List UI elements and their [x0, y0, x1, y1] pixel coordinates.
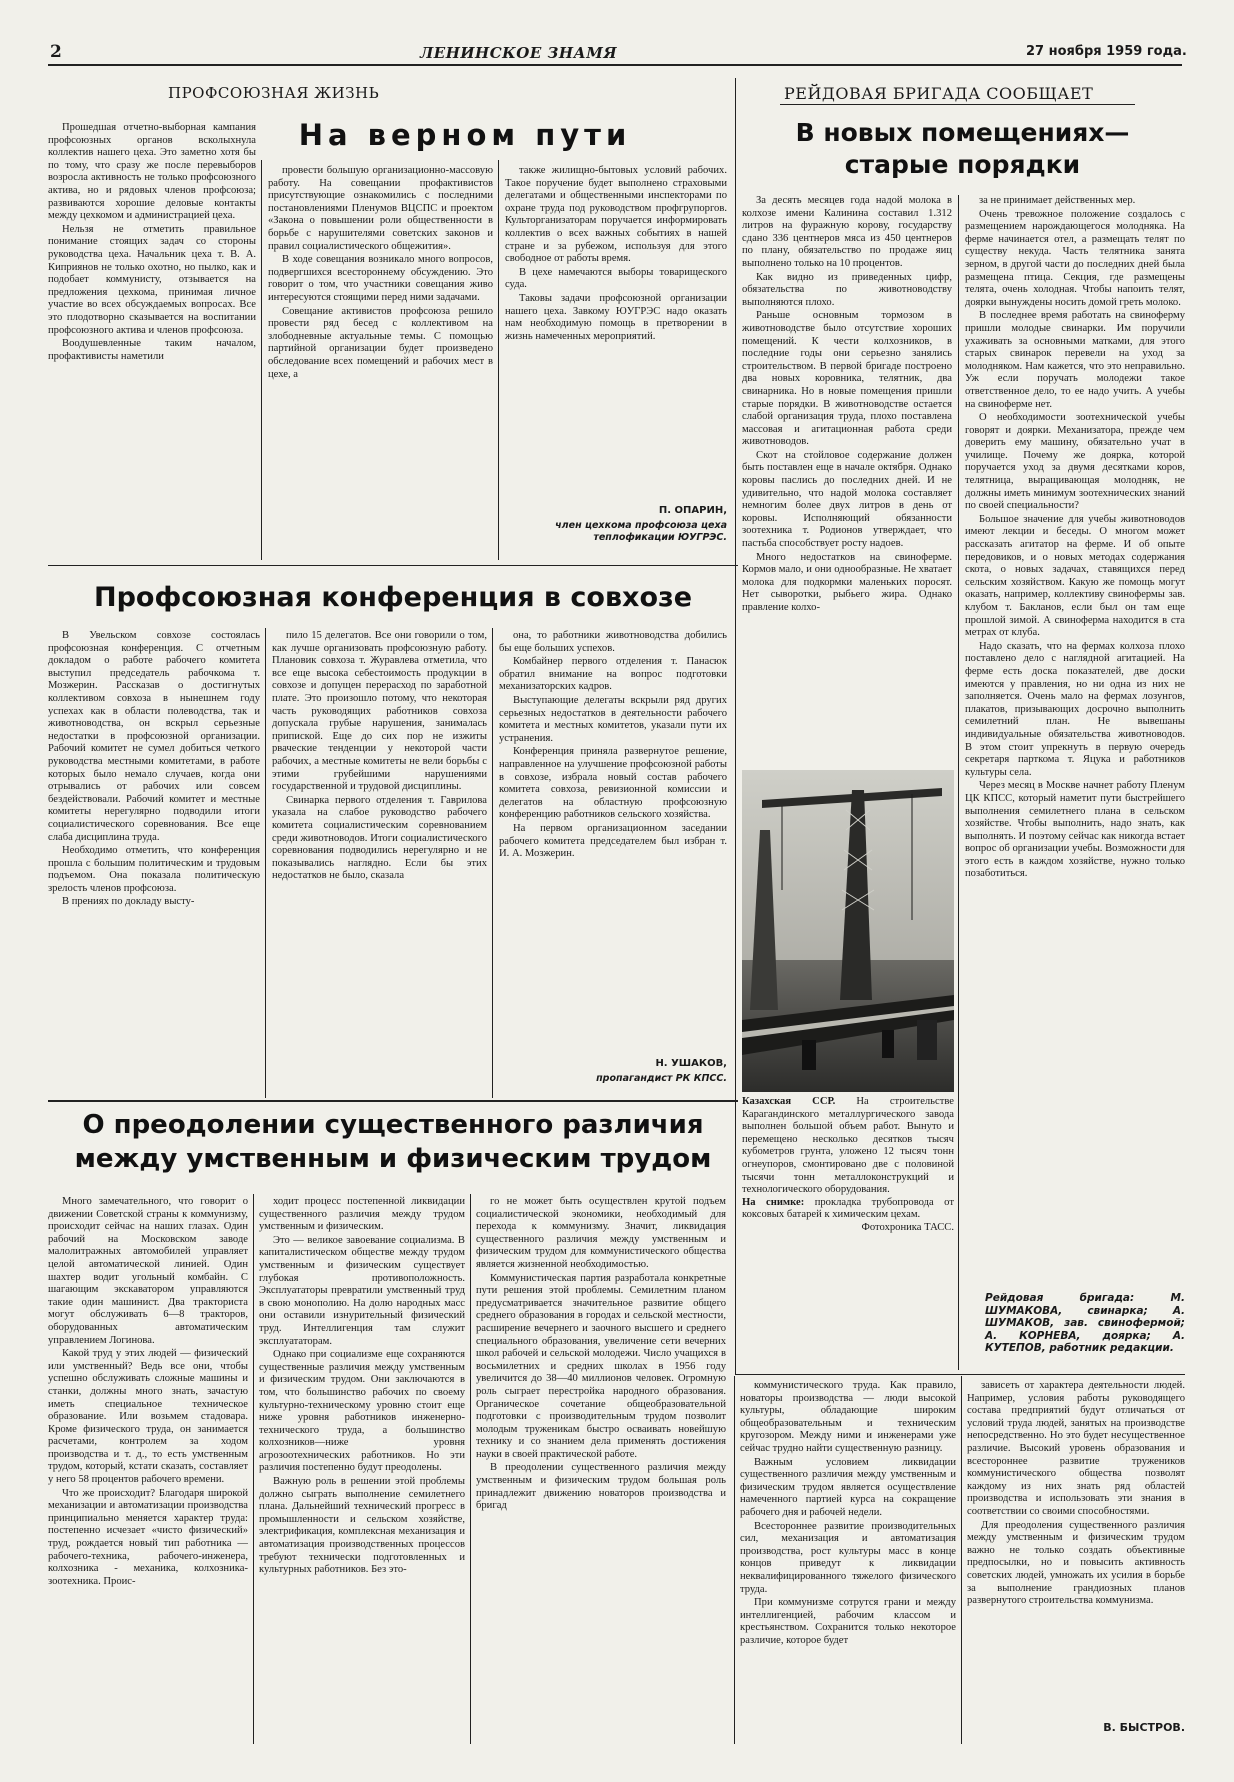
article4-title-line2: старые порядки: [844, 150, 1081, 179]
article2-signature: Н. УШАКОВ,: [655, 1058, 727, 1069]
paragraph: Скот на стойловое содержание должен быть поставлен еще в начале октября. Однако коровы паслись до последних дней. И не удивительно, что надой молока составляет немногим более двух литров в день от коровы. Исполняющий обязанности зоотехника т. Родионов утверждает, что пастьба способствует росту надоев.: [742, 449, 952, 550]
section-header-left: ПРОФСОЮЗНАЯ ЖИЗНЬ: [168, 84, 380, 102]
paragraph: Важную роль в решении этой проблемы должно сыграть выполнение семилетнего плана. Дальнейший технический прогресс в промышленности и сельском хозяйстве, электрификация, комплексная механизация и автоматизация производственных процессов требуют технически подготовленных и культурных работников. Без это-: [259, 1476, 465, 1576]
paragraph: Раньше основным тормозом в животноводстве было отсутствие хороших помещений. К чести колхозников, в последние годы они серьезно занялись строительством. В первой бригаде построено два новых коровника, телятник, два свинарника. Но в новые помещения пришли старые порядки. В животноводстве остается слабой организация труда, плохо поставлена массовая и агитационная работа среди животноводов.: [742, 310, 952, 448]
article4-col1: [742, 195, 952, 765]
paragraph: В ходе совещания возникало много вопросов, подвергшихся всестороннему обсуждению. Это говорит о том, что участники совещания живо интересуются стоящими перед ними задачами.: [268, 254, 493, 303]
paragraph: также жилищно-бытовых условий рабочих. Такое поручение будет выполнено страховыми делегатами и общественными инспекторами по охране труда под руководством профгрупоргов. Культорганизаторам поручается информировать коллектив о всех важных событиях в нашей стране и за рубежом, используя для этого свободное от работы время.: [505, 165, 727, 265]
paragraph: В прениях по докладу высту-: [62, 896, 195, 908]
masthead-rule: [48, 64, 1182, 66]
block-rule: [735, 78, 736, 1374]
paragraph: Что же происходит? Благодаря широкой механизации и автоматизации производства принципиально меняется характер труда: постепенно исчезает «чисто физический» труд, рождается новый тип работника — рабочего-техника, рабочего-инженера, колхозника - механика, колхозника-зоотехника. Проис-: [48, 1487, 248, 1587]
article1-title: На верном пути: [298, 118, 632, 152]
photo-caption-text: На строительстве Карагандинского металлургического завода выполнен большой объем работ. Вынуто и перемещено несколько десятков тысяч кубометров грунта, уложено 12 тысяч тонн огнеупоров, смонтировано две с половиной тысячи тонн металлоконструкций и технологического оборудования.: [742, 1096, 954, 1196]
column-rule: [492, 628, 493, 1098]
paragraph: Коммунистическая партия разработала конкретные пути решения этой проблемы. Семилетним планом предусматривается значительное развитие общего среднего образования в городах и сельской местности, расширение вечернего и заочного высшего и среднего специального образования, увеличение сети вечерних школ рабочей и сельской молодежи. Число учащихся в восьмилетних и средних школах в 1956 году увеличится до 38—40 миллионов человек. Огромную роль сыграет перестройка народного образования. Органическое сочетание общеобразовательной подготовки с производительным трудом позволит молодым труженикам быстро осваивать новейшую технику и со знанием дела применять достижения науки в своей практической работе.: [476, 1272, 726, 1460]
paper-name: ЛЕНИНСКОЕ ЗНАМЯ: [420, 44, 618, 62]
article3-col5: [967, 1380, 1185, 1715]
paragraph: за не принимает действенных мер.: [979, 195, 1136, 206]
article4-col2: [965, 195, 1185, 1290]
section-rule-right: [780, 104, 1135, 105]
column-rule: [253, 1194, 254, 1744]
photo-caption-lead: Казахская ССР.: [742, 1096, 836, 1107]
paragraph: При коммунизме сотрутся грани и между интеллигенцией, рабочим классом и крестьянством. Сохранится только некоторое различие, которое будет: [740, 1597, 956, 1646]
paragraph: В цехе намечаются выборы товарищеского суда.: [505, 266, 727, 291]
paragraph: Совещание активистов профсоюза решило провести ряд бесед с коллективом на злободневные актуальные темы. С помощью партийной организации будет произведено обследование всех помещений и рабочих мест в цехе, а: [268, 305, 493, 380]
paragraph: Очень тревожное положение создалось с размещением нарождающегося молодняка. На ферме начинается отел, а размещать телят по существу некуда. Часть телятника занята зерном, в другой части до последних дней была размещена птица. Секция, где размещены телята, очень холодная. Чтобы напоить телят, доярки вынуждены носить домой греть молоко.: [965, 208, 1185, 308]
page-number: 2: [50, 42, 62, 62]
paragraph: Много замечательного, что говорит о движении Советской страны к коммунизму, происходит сейчас на наших глазах. Один рабочий на Московском заводе малолитражных автомобилей управляет целой автоматической линией. Один шахтер водит угольный комбайн. С шагающим экскаватором управляются такие один машинист. Два тракториста могут обслуживать 6—8 тракторов, оборудованных автоматическим управлением Логинова.: [48, 1196, 248, 1346]
paragraph: Комбайнер первого отделения т. Панасюк обратил внимание на вопрос подготовки механизаторских кадров.: [499, 656, 727, 693]
paragraph: За десять месяцев года надой молока в колхозе имени Калинина составил 1.312 литров на фуражную корову, государству сдано 336 центнеров мяса из 450 центнеров по плану, обязательство по продаже яиц выполнено только на 10 процентов.: [742, 195, 952, 269]
column-rule: [734, 1376, 735, 1744]
paragraph: На первом организационном заседании рабочего комитета председателем был избран т. И. А. Мозжерин.: [499, 822, 727, 860]
paragraph: Нельзя не отметить правильное понимание стоящих задач со стороны руководства цеха. Начальник цеха т. В. А. Киприянов не только охотно, но пылко, как и подобает коммунисту, отзывается на предложения цехкома, принимая личное участие во всех обсуждаемых вопросах. Все это плодотворно сказывается на воспитании профсоюзного актива и членов профсоюза.: [48, 223, 256, 336]
article3-col4: [740, 1380, 956, 1740]
article1-signature-role: член цехкома профсоюза цеха теплофикации ЮУГРЭС.: [555, 520, 727, 543]
article-rule: [48, 1100, 738, 1102]
article3-title-line1: О преодолении существенного различия: [82, 1110, 704, 1140]
paragraph: Какой труд у этих людей — физический или умственный? Ведь все они, чтобы успешно обслуживать сложные машины и станки, должны много знать, зачастую иметь специальное техническое образование. Или возьмем стадовара. Кроме физического труда, он занимается расчетами, контролем за ходом производства и т. д., то есть умственным трудом, который, кстати сказать, составляет у него 58 процентов рабочего времени.: [48, 1348, 248, 1486]
article2-col3: [499, 630, 727, 1040]
paragraph: Таковы задачи профсоюзной организации нашего цеха. Завкому ЮУГРЭС надо оказать нам необходимую помощь в претворении в жизнь намеченных мероприятий.: [505, 292, 727, 342]
block-rule-h: [735, 1374, 1185, 1375]
paragraph: ходит процесс постепенной ликвидации существенного различия между трудом умственным и физическим.: [259, 1196, 465, 1233]
paragraph: Конференция приняла развернутое решение, направленное на улучшение профсоюзной работы в совхозе, избрала новый состав рабочего комитета совхоза, ревизионной комиссии и делегатов на областную профсоюзную конференцию работников сельского хозяйства.: [499, 746, 727, 821]
paragraph: го не может быть осуществлен крутой подъем социалистической экономики, необходимый для перехода к коммунизму. Значит, ликвидация существенного различия между умственным и физическим трудом для коммунистического общества является жизненной необходимостью.: [476, 1196, 726, 1270]
column-rule: [261, 160, 262, 560]
paragraph: О необходимости зоотехнической учебы говорят и доярки. Механизатора, прежде чем доверить ему машину, обязательно учат в училище. Почему же доярка, которой поручается уход за двумя десятками коров, телятница, выращивающая молодняк, не должны иметь минимум зоотехнических знаний по своей специальности?: [965, 412, 1185, 512]
paragraph: Прошедшая отчетно-выборная кампания профсоюзных органов всколыхнула коллектив нашего цеха. Это заметно хотя бы по тому, что сразу же после перевыборов возросла активность не только профсоюзного актива, но и рядовых членов профсоюза; развиваются хорошие деловые контакты между цехкомом и администрацией цеха.: [48, 122, 256, 222]
photo-note-lead: На снимке:: [742, 1196, 805, 1208]
article2-title: Профсоюзная конференция в совхозе: [93, 582, 693, 613]
paragraph: Через месяц в Москве начнет работу Пленум ЦК КПСС, который наметит пути быстрейшего выполнения семилетнего плана в сельском хозяйстве. Чтобы выполнить, надо знать, как выполнять. И поэтому сейчас как никогда встает вопрос об организации учебы. Возможности для этого есть в каждом хозяйстве, нужно только позаботиться.: [965, 780, 1185, 880]
article2-col2: [272, 630, 487, 1090]
construction-photo: [742, 770, 954, 1092]
issue-date: 27 ноября 1959 года.: [1026, 44, 1187, 59]
article3-col3: [476, 1196, 726, 1741]
paragraph: пило 15 делегатов. Все они говорили о том, как лучше организовать профсоюзную работу. Плановик совхоза т. Журавлева отметила, что все еще высока себестоимость продукции в совхозе и допущен перерасход по заработной плате. Это произошло потому, что некоторая часть руководящих работников совхоза допускала грубые нарушения, занималась припиской. Еще до сих пор не изжиты рваческие тенденции у некоторой части рабочих, а местные комитеты не вели борьбы с этими грубейшими нарушениями государственной и трудовой дисциплины.: [272, 630, 487, 793]
photo-caption: [742, 1096, 954, 1235]
article3-title-line2: между умственным и физическим трудом: [74, 1144, 712, 1174]
article1-col2: [268, 165, 493, 560]
article3-signature: В. БЫСТРОВ.: [1103, 1721, 1185, 1734]
column-rule: [470, 1194, 471, 1744]
paragraph: коммунистического труда. Как правило, новаторы производства — люди высокой культуры, обладающие широким общеобразовательным и техническим кругозором. Между ними и инженерами уже сейчас трудно найти существенную разницу.: [740, 1380, 956, 1454]
paragraph: Необходимо отметить, что конференция прошла с большим политическим и трудовым подъемом. Она показала политическую зрелость членов профсоюза.: [48, 845, 260, 894]
paragraph: Выступающие делегаты вскрыли ряд других серьезных недостатков в деятельности рабочего комитета и местных комитетов, указали пути их устранения.: [499, 694, 727, 744]
paragraph: провести большую организационно-массовую работу. На совещании профактивистов присутствующие ознакомились с последними постановлениями Пленумов ВЦСПС и проектом «Закона о повышении роли общественности в борьбе с нарушителями советских законов и правил социалистического общежития».: [268, 165, 493, 252]
article2-col1: [48, 630, 260, 1090]
paragraph: Большое значение для учебы животноводов имеют лекции и беседы. О многом может рассказать агитатор на ферме. И об опыте передовиков, и о новых методах содержания скота, о новых задачах, ставящихся перед сельским хозяйством. Какую же помощь могут оказать, например, коллективу свинофермы зав. клубом т. Бакланов, если был он там еще прошлой зимой. А свиноферма находится в ста метрах от клуба.: [965, 513, 1185, 639]
crane-photo-illustration: [742, 770, 954, 1092]
paragraph: зависеть от характера деятельности людей. Например, условия работы руководящего состава предприятий будут отличаться от условий труда людей, занятых на производстве непосредственно. Но это будет несущественное различие. Высокий уровень образования и всестороннее развитие тружеников коммунистического общества позволят каждому из них знать ряд областей производства и использовать эти знания в соответствии со своими способностями.: [967, 1380, 1185, 1517]
photo-credit: Фотохроника ТАСС.: [861, 1221, 954, 1233]
paragraph: Надо сказать, что на фермах колхоза плохо поставлено дело с наглядной агитацией. На ферме есть доска показателей, две доски имеются у правления, но ни одна из них не заполняется. Очень мало на фермах лозунгов, плакатов, призывающих досрочно выполнить семилетний план. Не вывешаны индивидуальные обязательства животноводов. В этом стоит упрекнуть в первую очередь секретаря парткома т. Яцука и работников культуры села.: [965, 640, 1185, 778]
article1-col3: [505, 165, 727, 485]
paragraph: Для преодоления существенного различия между умственным и физическим трудом важно не только создать объективные предпосылки, но и повысить активность советских людей, умножать их усилия в борьбе за выполнение грандиозных планов развернутого строительства коммунизма.: [967, 1519, 1185, 1607]
section-header-right: РЕЙДОВАЯ БРИГАДА СООБЩАЕТ: [784, 84, 1094, 103]
column-rule: [961, 1376, 962, 1744]
article1-col1: [48, 122, 256, 562]
paragraph: В Увельском совхозе состоялась профсоюзная конференция. С отчетным докладом о работе рабочего комитета выступил председатель рабочкома т. Мозжерин. Рассказав о достигнутых коллективом совхоза в нынешнем году успехах как в области полеводства, так и животноводства, он вскрыл серьезные недостатки в профсоюзной организации. Рабочий комитет не сумел добиться четкого руководства местными комитетами, в работе которых было немало случаев, когда они отрывались от рабочих или совсем бездействовали. Рабочий комитет и местные комитеты нерегулярно подводили итоги социалистического соревнования. Все еще слаба дисциплина труда.: [48, 630, 260, 843]
paragraph: Воодушевленные таким началом, профактивисты наметили: [48, 338, 256, 362]
article-rule: [48, 565, 738, 566]
paragraph: Свинарка первого отделения т. Гаврилова указала на слабое руководство рабочего комитета социалистическим соревнованием среди животноводов. Итоги социалистического соревнования подводились нерегулярно и не показывались наглядно. Если бы этих недостатков не было, сказала: [272, 794, 487, 882]
paragraph: Всестороннее развитие производительных сил, механизация и автоматизация производства, рост культуры масс в конце концов приведут к ликвидации неквалифицированного тяжелого физического труда.: [740, 1520, 956, 1595]
article3-col1: [48, 1196, 248, 1741]
paragraph: Важным условием ликвидации существенного различия между умственным и физическим трудом является осуществление намеченного партией курса на сокращение рабочего дня и рабочей недели.: [740, 1456, 956, 1518]
paragraph: Это — великое завоевание социализма. В капиталистическом обществе между трудом умственным и физическим существует глубокая противоположность. Эксплуататоры превратили умственный труд в свою монополию. На долю народных масс они оставили изнурительный физический труд. Интеллигенция там служит эксплуататорам.: [259, 1234, 465, 1347]
column-rule: [498, 160, 499, 560]
raid-brigade-signature: Рейдовая бригада: М. ШУМАКОВА, свинарка; А. ШУМАКОВ, зав. свинофермой; А. КОРНЕВА, доярка; А. КУТЕПОВ, работник редакции.: [985, 1292, 1185, 1354]
photo-note-text: прокладка трубопровода от коксовых батарей к химическим цехам.: [742, 1196, 954, 1221]
paragraph: Как видно из приведенных цифр, обязательства по животноводству выполняются плохо.: [742, 271, 952, 308]
article3-col2: [259, 1196, 465, 1741]
article2-signature-role: пропагандист РК КПСС.: [596, 1073, 727, 1084]
column-rule: [958, 195, 959, 1370]
article4-title-line1: В новых помещениях—: [795, 118, 1130, 147]
article1-signature: П. ОПАРИН,: [658, 505, 727, 516]
paragraph: В последнее время работать на свиноферму пришли молодые свинарки. Им поручили ухаживать за основными матками, для этого старых свинарок перевели на уход за молодняком. Нам кажется, что это неправильно. Уж если поручать молодежи такое ответственное дело, то ее надо учить. А учебы на свиноферме нет.: [965, 310, 1185, 410]
paragraph: она, то работники животноводства добились бы еще больших успехов.: [499, 630, 727, 654]
column-rule: [265, 628, 266, 1098]
paragraph: Много недостатков на свиноферме. Кормов мало, и они однообразные. Не хватает молока для подкормки маленьких поросят. Нет сыворотки, рыбьего жира. Однако правление колхо-: [742, 551, 952, 613]
paragraph: Однако при социализме еще сохраняются существенные различия между умственным и физическим трудом. Они заключаются в том, что большинство рабочих по своему культурно-техническому уровню стоит еще ниже уровня работников инженерно-технического труда, а большинство колхозников—ниже уровня агрозоотехнических работников. Но эти различия постепенно будут преодолены.: [259, 1349, 465, 1474]
paragraph: В преодолении существенного различия между умственным и физическим трудом большая роль принадлежит движению новаторов производства и бригад: [476, 1462, 726, 1512]
